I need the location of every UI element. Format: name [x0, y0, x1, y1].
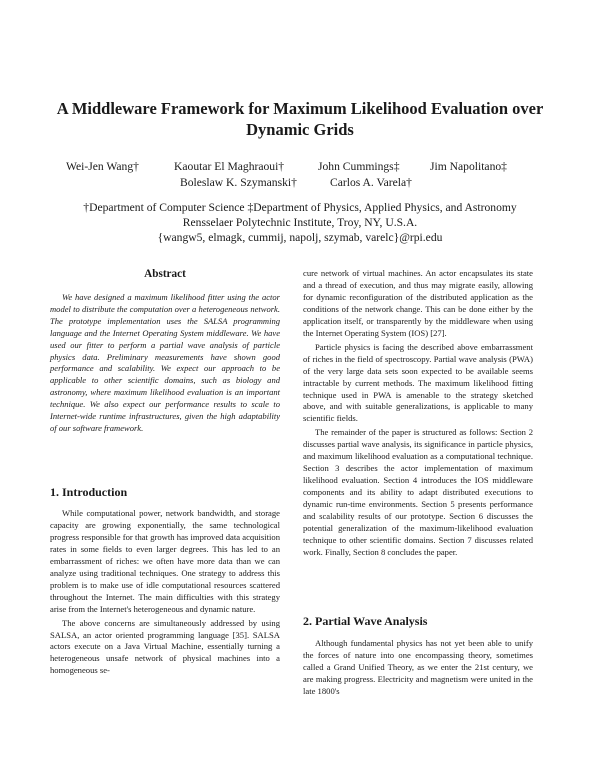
author-name: Kaoutar El Maghraoui†: [174, 160, 285, 173]
section-heading-introduction: 1. Introduction: [50, 485, 128, 499]
affiliation-line: Rensselaer Polytechnic Institute, Troy, NY, U.S.A.: [182, 216, 418, 229]
partial-wave-column: [303, 638, 533, 700]
author-emails: {wangw5, elmagk, cummij, napolj, szymab, varelc}@rpi.edu: [157, 231, 443, 244]
author-name: Jim Napolitano‡: [430, 160, 507, 173]
abstract-text: We have designed a maximum likelihood fitter using the actor model to distribute the computation over a heterogeneous network. The prototype implementation uses the SALSA programming language and the Internet Operating System middleware. We have used our fitter to perform a partial wave analysis of particle physics data. Preliminary measurements have shown good performance and scalability. We expect our approach to be applicable to other scientific domains, such as biology and astronomy, where maximum likelihood evaluation is an important technique. We also expect our performance results to scale to Internet-wide runtime infrastructures, given the high adaptability of our software framework.: [50, 292, 280, 433]
author-name: John Cummings‡: [318, 160, 400, 173]
introduction-left-column: [50, 508, 280, 679]
abstract-heading: Abstract: [144, 268, 186, 280]
paragraph: The above concerns are simultaneously addressed by using SALSA, an actor oriented programming language [35]. SALSA actors execute on a Java Virtual Machine, essentially turning a heterogeneous unsafe network of physical machines into a homogeneous se-: [50, 617, 280, 676]
affiliation-line: †Department of Computer Science ‡Department of Physics, Applied Physics, and Astronomy: [83, 201, 517, 214]
paragraph: The remainder of the paper is structured as follows: Section 2 discusses partial wave analysis, its significance in particle physics, and maximum likelihood evaluation as a computational technique. Section 3 describes the actor implementation of maximum likelihood evaluation. Section 4 introduces the IOS middleware components and its ability to adapt distributed executions to dynamic run-time environments. Section 5 presents performance and scalability results of our prototype. Section 6 discusses the potential generalization of the maximum-likelihood evaluation technique to other scientific domains. Section 7 discusses related work. Finally, Section 8 concludes the paper.: [303, 427, 533, 557]
paragraph: Particle physics is facing the described above embarrassment of riches in the field of spectroscopy. Partial wave analysis (PWA) of the very large data sets soon expected to be available seems intractable by current methods. The maximum likelihood fitting technique used in PWA is amenable to the strategy sketched above, and with suitable generalizations, is applicable to many scientific fields.: [303, 341, 533, 424]
introduction-right-column: [303, 268, 533, 561]
author-name: Wei-Jen Wang†: [66, 160, 139, 173]
section-heading-partial-wave-analysis: 2. Partial Wave Analysis: [303, 614, 428, 628]
paragraph: While computational power, network bandwidth, and storage capacity are growing exponentially, the same technological progress responsible for that growth has improved data acquisition rates in some fields to even larger degrees. This has led to an embarrassment of riches: we often have more data than we can analyze using traditional techniques. One strategy to address this problem is to make use of idle computational resources scattered throughout the Internet. The main difficulties with this strategy arise from the Internet's heterogeneous and dynamic nature.: [50, 508, 280, 614]
paragraph: cure network of virtual machines. An actor encapsulates its state and a thread of execution, and thus may migrate easily, allowing for dynamic reconfiguration of the distributed application as the conditions of the network change. This can be done either by the application itself, or transparently by the middleware when using the Internet Operating System (IOS) [27].: [303, 268, 533, 338]
abstract-body: [50, 292, 280, 435]
paragraph: Although fundamental physics has not yet been able to unify the forces of nature into one encompassing theory, sometimes called a Grand Unified Theory, as we enter the 21st century, we are making progress. Electricity and magnetism were united in the late 1800's: [303, 638, 533, 696]
paper-title: A Middleware Framework for Maximum Likelihood Evaluation over Dynamic Grids: [56, 99, 544, 139]
author-name: Carlos A. Varela†: [330, 176, 412, 189]
author-name: Boleslaw K. Szymanski†: [180, 176, 297, 189]
